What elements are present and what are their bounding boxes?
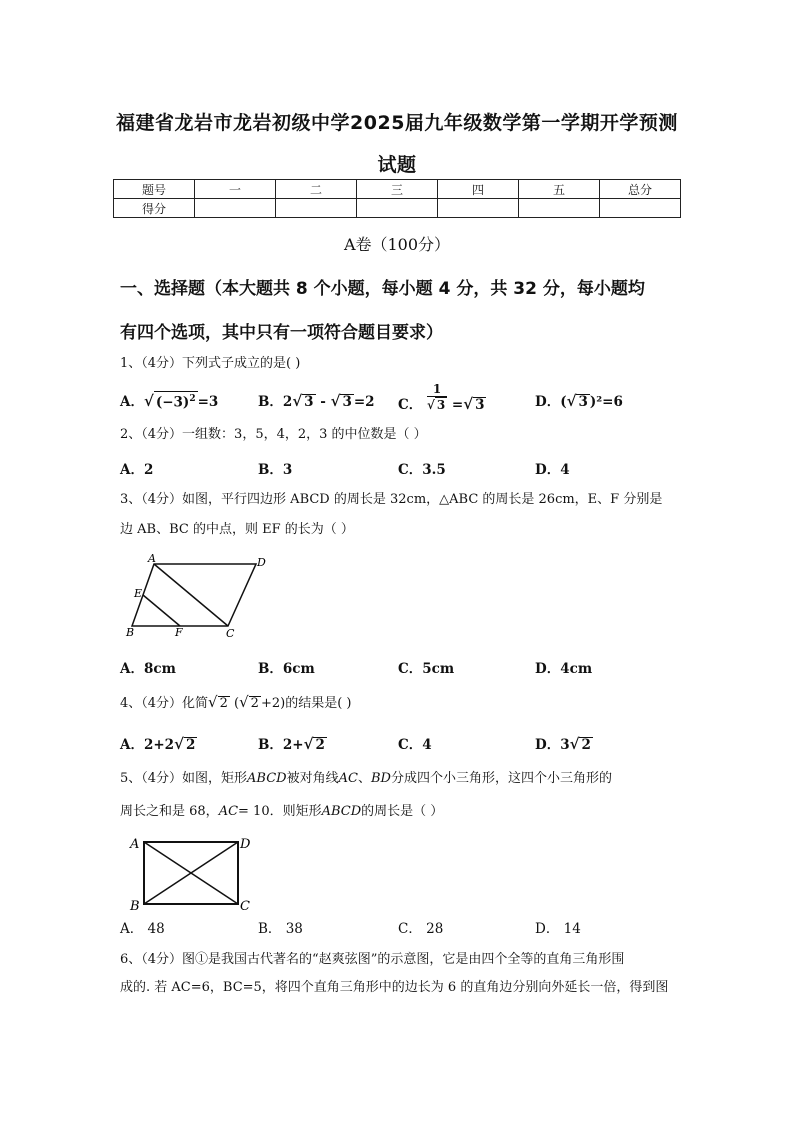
- q1-option-a: [120, 390, 218, 410]
- question-1-stem: 1、（4分）下列式子成立的是( ): [120, 356, 301, 371]
- radicand: 3: [342, 394, 352, 410]
- q1-option-b-rest: =2: [353, 394, 375, 410]
- q5-text: 被对角线: [286, 771, 339, 786]
- q5-option-b: B． 38: [258, 921, 303, 937]
- fraction: [427, 382, 447, 412]
- fraction-numerator: 1: [427, 382, 447, 397]
- radicand: 3: [578, 394, 588, 410]
- radical-sign: √: [239, 693, 249, 711]
- q1-option-d: [535, 390, 623, 410]
- radicand: 2: [581, 737, 591, 753]
- q1-option-d-label: D．(: [535, 394, 567, 410]
- score-cell[interactable]: [276, 199, 357, 218]
- vertex-label-a: A: [148, 552, 156, 565]
- parallelogram-figure: [120, 552, 280, 644]
- q5-math: BD: [370, 771, 391, 786]
- sqrt-group: [463, 394, 486, 413]
- rectangle-figure: [120, 832, 260, 914]
- q2-option-c: C．3.5: [398, 462, 446, 478]
- radical-sign: √: [463, 394, 474, 413]
- score-cell[interactable]: [519, 199, 600, 218]
- q3-option-d: D．4cm: [535, 661, 593, 677]
- minus-sign: -: [320, 394, 326, 410]
- q4-option-a-text: A．2+2: [120, 737, 175, 753]
- radicand: [154, 391, 198, 410]
- q1-option-c: [398, 382, 486, 412]
- vertex-label-d: D: [257, 556, 266, 569]
- question-6-line1: 6、（4分）图①是我国古代著名的“赵爽弦图”的示意图，它是由四个全等的直角三角形围: [120, 952, 625, 967]
- q5-text: 周长之和是 68，: [120, 804, 219, 819]
- q5-math: ABCD: [321, 804, 362, 819]
- q5-math: AC: [218, 804, 239, 819]
- score-table: [113, 179, 681, 218]
- parallelogram-abcd: [132, 564, 256, 626]
- fraction-denominator: [427, 397, 447, 412]
- exam-title-line1: 福建省龙岩市龙岩初级中学2025届九年级数学第一学期开学预测: [116, 112, 678, 134]
- score-header-cell: 三: [357, 180, 438, 199]
- score-header-cell: 题号: [114, 180, 195, 199]
- volume-heading: A卷（100分）: [343, 235, 451, 254]
- q4-stem-suffix: +2)的结果是( ): [260, 696, 352, 711]
- radical-sign: √: [208, 693, 218, 711]
- question-3-stem-line2: 边 AB、BC 的中点，则 EF 的长为（ ）: [120, 522, 354, 537]
- point-label-f: F: [175, 626, 183, 639]
- score-table-score-row: [114, 199, 681, 218]
- score-cell[interactable]: [357, 199, 438, 218]
- q1-option-a-rest: =3: [197, 394, 219, 410]
- q5-math: AC: [338, 771, 358, 786]
- radical-sign: √: [569, 735, 580, 753]
- q1-option-b-label: B．2: [258, 394, 293, 410]
- radicand: 2: [219, 696, 228, 711]
- question-3-stem-line1: 3、（4分）如图，平行四边形 ABCD 的周长是 32cm，△ABC 的周长是 26cm，E、F 分别是: [120, 492, 663, 507]
- equals-sign: =: [451, 396, 464, 413]
- q5-text: 的周长是（ ）: [361, 804, 444, 819]
- q5-text: 、: [357, 771, 371, 786]
- radical-sign: √: [143, 392, 154, 410]
- score-header-cell: 一: [195, 180, 276, 199]
- score-row-label: 得分: [114, 199, 195, 218]
- radicand: 3: [436, 398, 446, 412]
- score-cell[interactable]: [438, 199, 519, 218]
- score-table-header-row: [114, 180, 681, 199]
- question-6-line2: 成的. 若 AC=6，BC=5，将四个直角三角形中的边长为 6 的直角边分别向外延长一倍，得到图: [120, 980, 669, 995]
- q3-option-c: C．5cm: [398, 661, 455, 677]
- q1-option-c-label: C．: [398, 396, 423, 413]
- q2-option-d: D．4: [535, 462, 570, 478]
- segment-ef: [143, 595, 180, 626]
- radicand: 2: [250, 696, 259, 711]
- paren-open: (: [234, 696, 240, 711]
- q1-option-d-rest: )²=6: [589, 394, 623, 410]
- section-heading-line1: 一、选择题（本大题共 8 个小题，每小题 4 分，共 32 分，每小题均: [120, 279, 645, 299]
- q5-math: ABCD: [247, 771, 287, 786]
- radicand: 2: [185, 737, 196, 753]
- score-header-cell: 二: [276, 180, 357, 199]
- question-4-stem: [120, 692, 690, 714]
- vertex-label-b: B: [126, 626, 135, 639]
- point-label-e: E: [134, 587, 143, 600]
- score-header-cell: 四: [438, 180, 519, 199]
- q4-stem-prefix: 4、（4分）化简: [120, 696, 209, 711]
- diagonal-ac: [154, 564, 228, 626]
- q5-option-a: A． 48: [120, 921, 165, 937]
- q4-option-d-text: D．3: [535, 737, 570, 753]
- q2-option-b: B．3: [258, 462, 293, 478]
- radical-sign: √: [174, 735, 184, 753]
- radicand: 3: [475, 396, 485, 413]
- score-cell[interactable]: [600, 199, 681, 218]
- exponent: 2: [189, 393, 196, 404]
- question-5-stem-line2: [120, 802, 690, 822]
- question-2-stem: 2、（4分）一组数：3，5，4，2，3 的中位数是（ ）: [120, 427, 427, 442]
- q3-option-b: B．6cm: [258, 661, 315, 677]
- radicand: 3: [304, 394, 314, 410]
- vertex-label-a: A: [130, 837, 140, 852]
- q5-text: = 10．则矩形: [238, 804, 322, 819]
- radicand: 2: [315, 737, 325, 753]
- q1-option-b: [258, 390, 375, 410]
- vertex-label-b: B: [130, 899, 140, 914]
- q3-option-a: A．8cm: [120, 661, 176, 677]
- radical-sign: √: [330, 392, 341, 410]
- question-5-stem-line1: [120, 769, 690, 789]
- q4-option-d: [535, 733, 593, 753]
- score-header-cell: 总分: [600, 180, 681, 199]
- section-heading-line2: 有四个选项，其中只有一项符合题目要求）: [120, 323, 443, 343]
- vertex-label-c: C: [240, 899, 250, 914]
- q5-option-c: C． 28: [398, 921, 444, 937]
- radical-sign: √: [566, 392, 577, 410]
- q4-option-a: [120, 733, 197, 753]
- q5-text: 分成四个小三角形，这四个小三角形的: [390, 771, 612, 786]
- vertex-label-c: C: [226, 627, 235, 640]
- q5-option-d: D． 14: [535, 921, 581, 937]
- vertex-label-d: D: [240, 837, 251, 852]
- exam-title-line2: 试题: [377, 154, 417, 176]
- q4-option-c: C．4: [398, 737, 432, 753]
- q5-text: 5、（4分）如图，矩形: [120, 771, 248, 786]
- radical-sign: √: [303, 735, 314, 753]
- radicand-base: (−3): [155, 394, 190, 410]
- q4-option-b-text: B．2+: [258, 737, 304, 753]
- radical-sign: √: [426, 398, 435, 412]
- q2-option-a: A．2: [120, 462, 154, 478]
- q4-option-b: [258, 733, 327, 753]
- q1-option-a-label: A．: [120, 394, 144, 410]
- radical-sign: √: [292, 392, 303, 410]
- score-cell[interactable]: [195, 199, 276, 218]
- score-header-cell: 五: [519, 180, 600, 199]
